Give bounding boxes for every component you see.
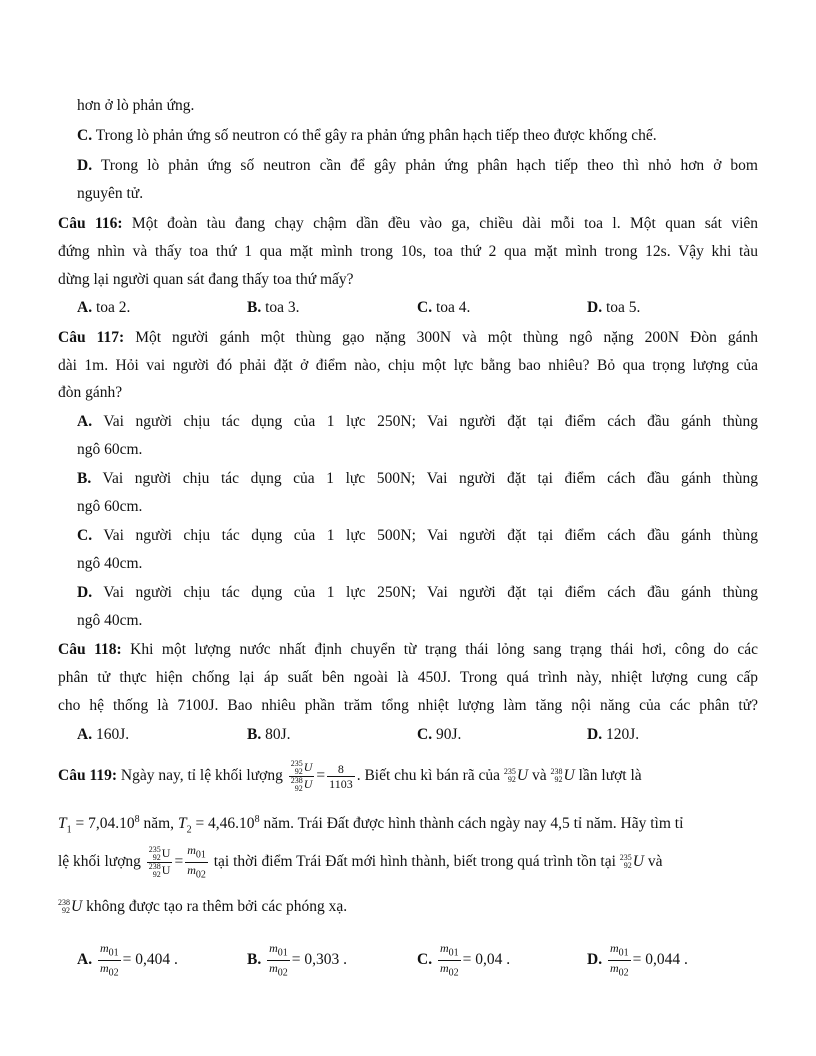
q117-option-c-cont: ngô 40cm. xyxy=(77,555,143,572)
q117-option-d-cont: ngô 40cm. xyxy=(77,612,143,629)
q117-line-2: dài 1m. Hỏi vai người đó phải đặt ở điểm nào, chịu một lực bằng bao nhiêu? Bỏ qua trọng lượng của xyxy=(58,357,758,374)
q118-option-d: D. 120J. xyxy=(587,726,640,743)
q118-option-b: B. 80J. xyxy=(247,726,291,743)
q116-option-c: C. toa 4. xyxy=(417,299,471,316)
q116-option-a: A. toa 2. xyxy=(77,299,131,316)
q118-option-c: C. 90J. xyxy=(417,726,462,743)
q117-line-3: đòn gánh? xyxy=(58,384,123,401)
mass-ratio-fraction: 235 92 U 238 92 U xyxy=(290,758,313,794)
q119-line-4: 238 92 U không được tạo ra thêm bởi các phóng xạ. xyxy=(58,898,348,916)
q116-options xyxy=(77,298,758,318)
initial-mass-ratio-fraction: 235 92 U 238 92 U xyxy=(148,844,171,880)
intro-option-c: C. Trong lò phản ứng số neutron có thể gây ra phản ứng phân hạch tiếp theo được khống chế. xyxy=(77,127,657,144)
m01-m02-fraction: $\frac{m_{01}}{m_{02}}$ xyxy=(187,842,206,881)
q119-line-2: $T_1 = 7,04.10^8$ năm, $T_2 = 4,46.10^8$ năm. Trái Đất được hình thành cách ngày nay 4,5 tỉ năm. Hãy tìm tỉ xyxy=(58,814,684,836)
q118-line-3: cho hệ thống là 7100J. Bao nhiêu phần trăm tổng nhiệt lượng làm tăng nội năng của các phân tử? xyxy=(58,697,758,714)
intro-line: hơn ở lò phản ứng. xyxy=(77,97,195,114)
q116-line-2: đứng nhìn và thấy toa thứ 1 qua mặt mình trong 10s, toa thứ 2 qua mặt mình trong 12s. Vậy khi tàu xyxy=(58,243,758,260)
q118-line-1: Câu 118: Khi một lượng nước nhất định chuyển từ trạng thái lỏng sang trạng thái hơi, công do các xyxy=(58,641,759,658)
q117-option-b-cont: ngô 60cm. xyxy=(77,498,143,515)
ratio-value-fraction: $\frac{8}{1103}$ xyxy=(329,761,353,791)
q117-option-b: B. Vai người chịu tác dụng của 1 lực 500N; Vai người đặt tại điểm cách đầu gánh thùng xyxy=(77,470,758,487)
q118-line-2: phân tử thực hiện chống lại áp suất bên ngoài là 450J. Trong quá trình này, nhiệt lượng cung cấp xyxy=(58,669,758,686)
intro-option-d-cont: nguyên tử. xyxy=(77,185,144,202)
q118-options xyxy=(77,725,758,745)
q119-option-b: B. $\frac{m_{01}}{m_{02}}$ = 0,303 . xyxy=(247,940,348,979)
q119-option-c: C. $\frac{m_{01}}{m_{02}}$ = 0,04 . xyxy=(417,940,511,979)
q117-option-c: C. Vai người chịu tác dụng của 1 lực 500N; Vai người đặt tại điểm cách đầu gánh thùng xyxy=(77,527,758,544)
q119-line-3: lệ khối lượng 235 92 U 238 92 U = $\frac{m_{01}}{m_{02}}$ tại thời điểm Trái Đất mới hình thành, biết trong quá trình tồn tại 235 92 U và xyxy=(58,842,663,881)
q116-option-b: B. toa 3. xyxy=(247,299,300,316)
q117-option-a-cont: ngô 60cm. xyxy=(77,441,143,458)
q116-line-1: Câu 116: Một đoàn tàu đang chạy chậm dần đều vào ga, chiều dài mỗi toa l. Một quan sát viên xyxy=(58,215,759,232)
q116-option-d: D. toa 5. xyxy=(587,299,641,316)
q119-options xyxy=(77,940,758,980)
q117-line-1: Câu 117: Một người gánh một thùng gạo nặng 300N và một thùng ngô nặng 200N Đòn gánh xyxy=(58,329,758,346)
q119-option-d: D. $\frac{m_{01}}{m_{02}}$ = 0,044 . xyxy=(587,940,688,979)
q119-option-a: A. $\frac{m_{01}}{m_{02}}$ = 0,404 . xyxy=(77,940,178,979)
intro-option-d: D. Trong lò phản ứng số neutron cần để gây phản ứng phân hạch tiếp theo thì nhỏ hơn ở bom xyxy=(77,157,758,174)
q117-option-a: A. Vai người chịu tác dụng của 1 lực 250N; Vai người đặt tại điểm cách đầu gánh thùng xyxy=(77,413,758,430)
q118-option-a: A. 160J. xyxy=(77,726,130,743)
q116-line-3: dừng lại người quan sát đang thấy toa thứ mấy? xyxy=(58,271,354,288)
q119-line-1: Câu 119: Ngày nay, tỉ lệ khối lượng 235 92 U 238 92 U = $\frac{8}{1103}$ . Biết chu kì bán rã của 235 92 U và 238 92 U lần lượt là xyxy=(58,758,642,794)
q117-option-d: D. Vai người chịu tác dụng của 1 lực 250N; Vai người đặt tại điểm cách đầu gánh thùng xyxy=(77,584,758,601)
